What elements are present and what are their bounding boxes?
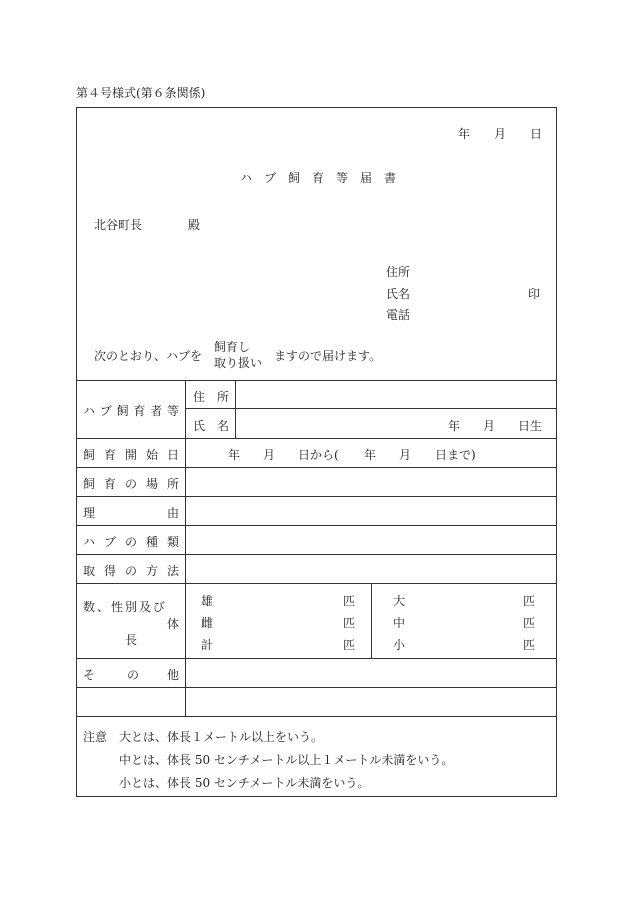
date-month: 月 [494, 127, 507, 141]
owner-label: ハ ブ 飼 育 者 等 [83, 404, 179, 418]
small-label: 小 [393, 638, 406, 652]
declaration-prefix: 次のとおり、ハブを [94, 349, 203, 363]
note-large: 大とは、体長１メートル以上をいう。 [119, 730, 324, 744]
notification-form [76, 107, 557, 797]
row-divider [77, 583, 556, 584]
owner-address-label: 住 所 [193, 390, 230, 404]
form-number-label: 第４号様式(第６条関係) [76, 86, 206, 100]
period-year: 年 [228, 448, 241, 462]
reason-label-1: 理 [83, 506, 96, 520]
birth-year: 年 [448, 419, 461, 433]
female-label: 雌 [201, 616, 214, 630]
declaration-option-handle: 取り扱い [214, 356, 263, 370]
addressee-honorific: 殿 [188, 218, 201, 232]
total-unit: 匹 [343, 638, 356, 652]
note-small: 小とは、体長 50 センチメートル未満をいう。 [119, 776, 370, 790]
row-divider [77, 554, 556, 555]
male-label: 雄 [201, 594, 214, 608]
birth-month: 月 [483, 419, 496, 433]
note-medium: 中とは、体長 50 センチメートル以上１メートル未満をいう。 [119, 753, 454, 767]
applicant-phone-label: 電話 [386, 308, 411, 322]
female-unit: 匹 [343, 616, 356, 630]
reason-label-2: 由 [167, 506, 180, 520]
date-year: 年 [458, 127, 471, 141]
notes-label: 注意 [83, 730, 108, 744]
small-unit: 匹 [523, 638, 536, 652]
form-title: ハ ブ 飼 育 等 届 書 [240, 171, 397, 185]
count-label-line2: 体 [167, 617, 180, 631]
row-divider [185, 408, 556, 409]
other-label-3: 他 [167, 668, 180, 682]
column-divider [185, 380, 186, 716]
birth-day: 日生 [518, 419, 543, 433]
declaration-suffix: ますので届けます。 [274, 349, 382, 363]
count-label-line3: 長 [125, 633, 138, 647]
owner-name-label: 氏 名 [193, 419, 230, 433]
row-divider [77, 496, 556, 497]
period-month-end: 月 [399, 448, 412, 462]
date-day: 日 [530, 127, 543, 141]
period-month: 月 [263, 448, 276, 462]
row-divider [77, 687, 556, 688]
large-unit: 匹 [523, 594, 536, 608]
period-year-end: 年 [364, 448, 377, 462]
other-label-2: の [127, 668, 140, 682]
row-divider [77, 467, 556, 468]
row-divider [77, 438, 556, 439]
medium-unit: 匹 [523, 616, 536, 630]
seal-mark: 印 [528, 287, 541, 301]
column-divider [371, 583, 372, 658]
row-divider [77, 380, 556, 381]
count-label-line1: 数 、 性 別 及 び [83, 600, 165, 614]
total-label: 計 [201, 638, 214, 652]
other-label-1: そ [83, 668, 96, 682]
place-label: 飼 育 の 場 所 [83, 477, 179, 491]
applicant-address-label: 住所 [386, 265, 411, 279]
applicant-name-label: 氏名 [386, 287, 411, 301]
species-label: ハ ブ の 種 類 [83, 535, 179, 549]
period-until: 日まで) [435, 448, 476, 462]
row-divider [77, 716, 556, 717]
period-from: 日から( [298, 448, 339, 462]
male-unit: 匹 [343, 594, 356, 608]
start-date-label: 飼 育 開 始 日 [83, 448, 179, 462]
row-divider [77, 525, 556, 526]
row-divider [77, 658, 556, 659]
medium-label: 中 [393, 616, 406, 630]
column-divider [235, 380, 236, 438]
declaration-option-raise: 飼育し [214, 340, 251, 354]
addressee-name: 北谷町長 [94, 218, 143, 232]
large-label: 大 [393, 594, 406, 608]
method-label: 取 得 の 方 法 [83, 564, 179, 578]
